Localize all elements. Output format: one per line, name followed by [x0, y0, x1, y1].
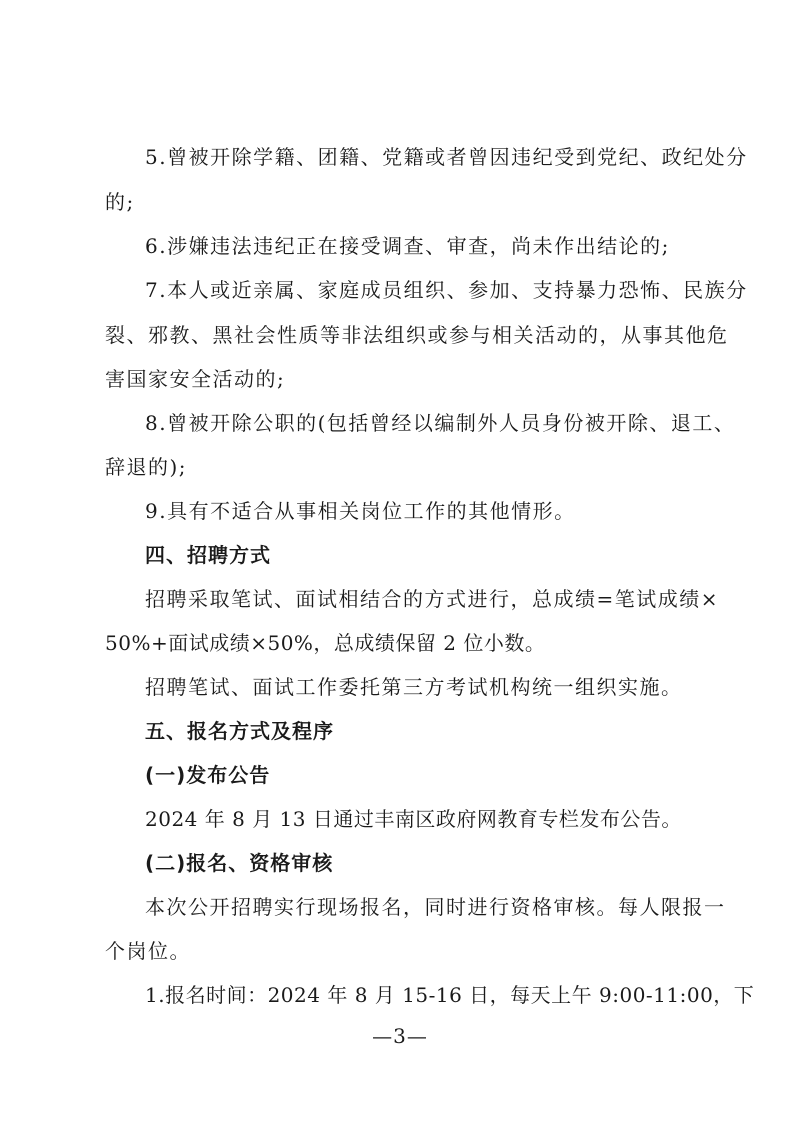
text-line-item6: 6.涉嫌违法违纪正在接受调查、审查，尚未作出结论的; — [145, 234, 670, 258]
text-line-score-formula: 招聘采取笔试、面试相结合的方式进行，总成绩=笔试成绩× — [145, 587, 720, 611]
subheading-registration-review: (二)报名、资格审核 — [145, 851, 334, 875]
text-line-item8: 8.曾被开除公职的(包括曾经以编制外人员身份被开除、退工、 — [145, 411, 736, 435]
text-line-onsite-registration-cont: 个岗位。 — [105, 939, 191, 963]
text-line-exam-organization: 招聘笔试、面试工作委托第三方考试机构统一组织实施。 — [145, 675, 683, 699]
section-heading-registration: 五、报名方式及程序 — [145, 719, 334, 743]
text-line-registration-time: 1.报名时间：2024 年 8 月 15-16 日，每天上午 9:00-11:00，下 — [145, 983, 755, 1007]
text-line-item9: 9.具有不适合从事相关岗位工作的其他情形。 — [145, 499, 576, 523]
text-line-onsite-registration: 本次公开招聘实行现场报名，同时进行资格审核。每人限报一 — [145, 895, 726, 919]
text-line-item5-cont: 的; — [105, 190, 135, 214]
text-line-item7: 7.本人或近亲属、家庭成员组织、参加、支持暴力恐怖、民族分 — [145, 278, 748, 302]
section-heading-recruitment-method: 四、招聘方式 — [145, 543, 271, 567]
text-line-item8-cont: 辞退的); — [105, 455, 188, 479]
text-line-score-formula-cont: 50%+面试成绩×50%，总成绩保留 2 位小数。 — [105, 631, 546, 655]
text-line-item7-cont2: 害国家安全活动的; — [105, 367, 286, 391]
text-line-item5: 5.曾被开除学籍、团籍、党籍或者曾因违纪受到党纪、政纪处分 — [145, 145, 748, 169]
subheading-announcement: (一)发布公告 — [145, 763, 271, 787]
page-number: —3— — [372, 1024, 428, 1048]
text-line-item7-cont1: 裂、邪教、黑社会性质等非法组织或参与相关活动的，从事其他危 — [105, 323, 729, 347]
text-line-announcement-date: 2024 年 8 月 13 日通过丰南区政府网教育专栏发布公告。 — [145, 807, 682, 831]
